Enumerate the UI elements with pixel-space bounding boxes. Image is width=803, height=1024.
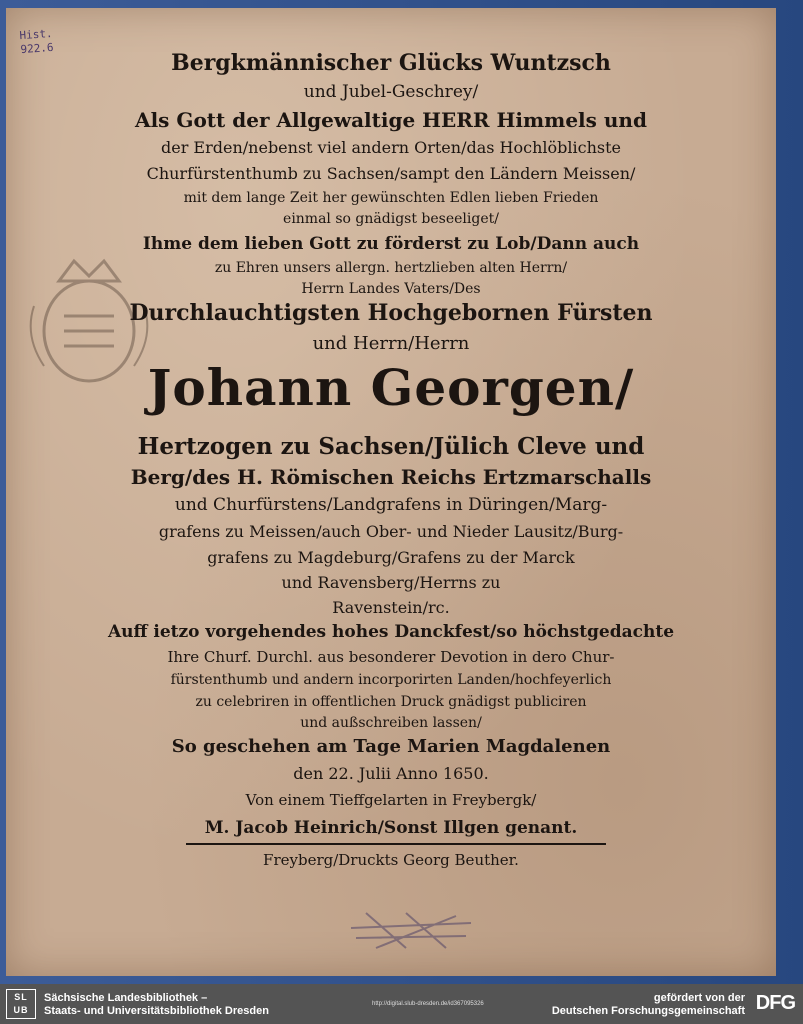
- author-intro: Von einem Tieffgelarten in Freybergk/: [245, 791, 537, 809]
- title-line-23: fürstenthumb und andern incorporirten Landen/hochfeyerlich: [170, 672, 612, 688]
- title-line-26: So geschehen am Tage Marien Magdalenen: [171, 736, 611, 757]
- title-line-5: Churfürstenthumb zu Sachsen/sampt den Ländern Meissen/: [146, 164, 636, 183]
- ink-stamp-mark: [346, 908, 476, 953]
- title-line-15: Berg/des H. Römischen Reichs Ertzmarschalls: [130, 465, 652, 489]
- title-line-3: Als Gott der Allgewaltige HERR Himmels und: [135, 108, 647, 132]
- library-name-line-1: Sächsische Landesbibliothek –: [44, 992, 208, 1004]
- author-line: M. Jacob Heinrich/Sonst Illgen genant.: [204, 818, 578, 838]
- title-line-20: Ravenstein/rc.: [332, 598, 450, 617]
- title-line-22: Ihre Churf. Durchl. aus besonderer Devotion in dero Chur-: [167, 648, 615, 666]
- divider-rule: [186, 843, 606, 845]
- footer-bar: [0, 984, 803, 1024]
- funder-line-1: gefördert von der: [653, 992, 745, 1004]
- title-line-16: und Churfürstens/Landgrafens in Düringen/Marg-: [174, 495, 608, 515]
- title-line-7: einmal so gnädigst beseeliget/: [283, 211, 499, 227]
- title-line-14: Hertzogen zu Sachsen/Jülich Cleve und: [137, 433, 645, 460]
- title-line-12: und Herrn/Herrn: [312, 333, 470, 354]
- title-line-2: und Jubel-Geschrey/: [303, 82, 479, 102]
- title-line-21: Auff ietzo vorgehendes hohes Danckfest/so höchstgedachte: [107, 622, 675, 642]
- title-line-11: Durchlauchtigsten Hochgebornen Fürsten: [129, 300, 653, 326]
- title-line-19: und Ravensberg/Herrns zu: [281, 573, 501, 592]
- title-line-4: der Erden/nebenst viel andern Orten/das Hochlöblichste: [160, 138, 621, 157]
- title-line-10: Herrn Landes Vaters/Des: [301, 281, 481, 297]
- date-line: den 22. Julii Anno 1650.: [293, 764, 489, 783]
- title-line-25: und außschreiben lassen/: [300, 715, 482, 731]
- funder-line-2: Deutschen Forschungsgemeinschaft: [551, 1005, 745, 1017]
- title-line-18: grafens zu Magdeburg/Grafens zu der Marck: [207, 548, 575, 567]
- title-line-1: Bergkmännischer Glücks Wuntzsch: [171, 50, 611, 76]
- title-line-6: mit dem lange Zeit her gewünschten Edlen lieben Frieden: [183, 190, 599, 206]
- shelfmark-line-2: 922.6: [20, 40, 54, 57]
- slub-logo-top: SL: [14, 992, 28, 1002]
- library-name: [44, 992, 269, 1018]
- slub-logo-bottom: UB: [13, 1005, 29, 1015]
- title-line-24: zu celebriren in offentlichen Druck gnädigst publiciren: [195, 694, 587, 710]
- dfg-logo: DFG: [755, 992, 795, 1014]
- title-page: [6, 8, 776, 976]
- imprint-line: Freyberg/Druckts Georg Beuther.: [263, 851, 519, 869]
- shelfmark-line-1: Hist.: [19, 26, 54, 43]
- permalink[interactable]: http://digital.slub-dresden.de/id367095326: [372, 1001, 484, 1007]
- title-line-17: grafens zu Meissen/auch Ober- und Nieder Lausitz/Burg-: [158, 522, 624, 541]
- title-line-9: zu Ehren unsers allergn. hertzlieben alten Herrn/: [214, 260, 568, 276]
- library-name-line-2: Staats- und Universitätsbibliothek Dresden: [44, 1005, 269, 1017]
- title-line-8: Ihme dem lieben Gott zu förderst zu Lob/Dann auch: [142, 234, 640, 254]
- slub-logo: [6, 989, 36, 1019]
- funder-text: [552, 992, 745, 1018]
- ruler-name: Johann Georgen/: [147, 358, 635, 417]
